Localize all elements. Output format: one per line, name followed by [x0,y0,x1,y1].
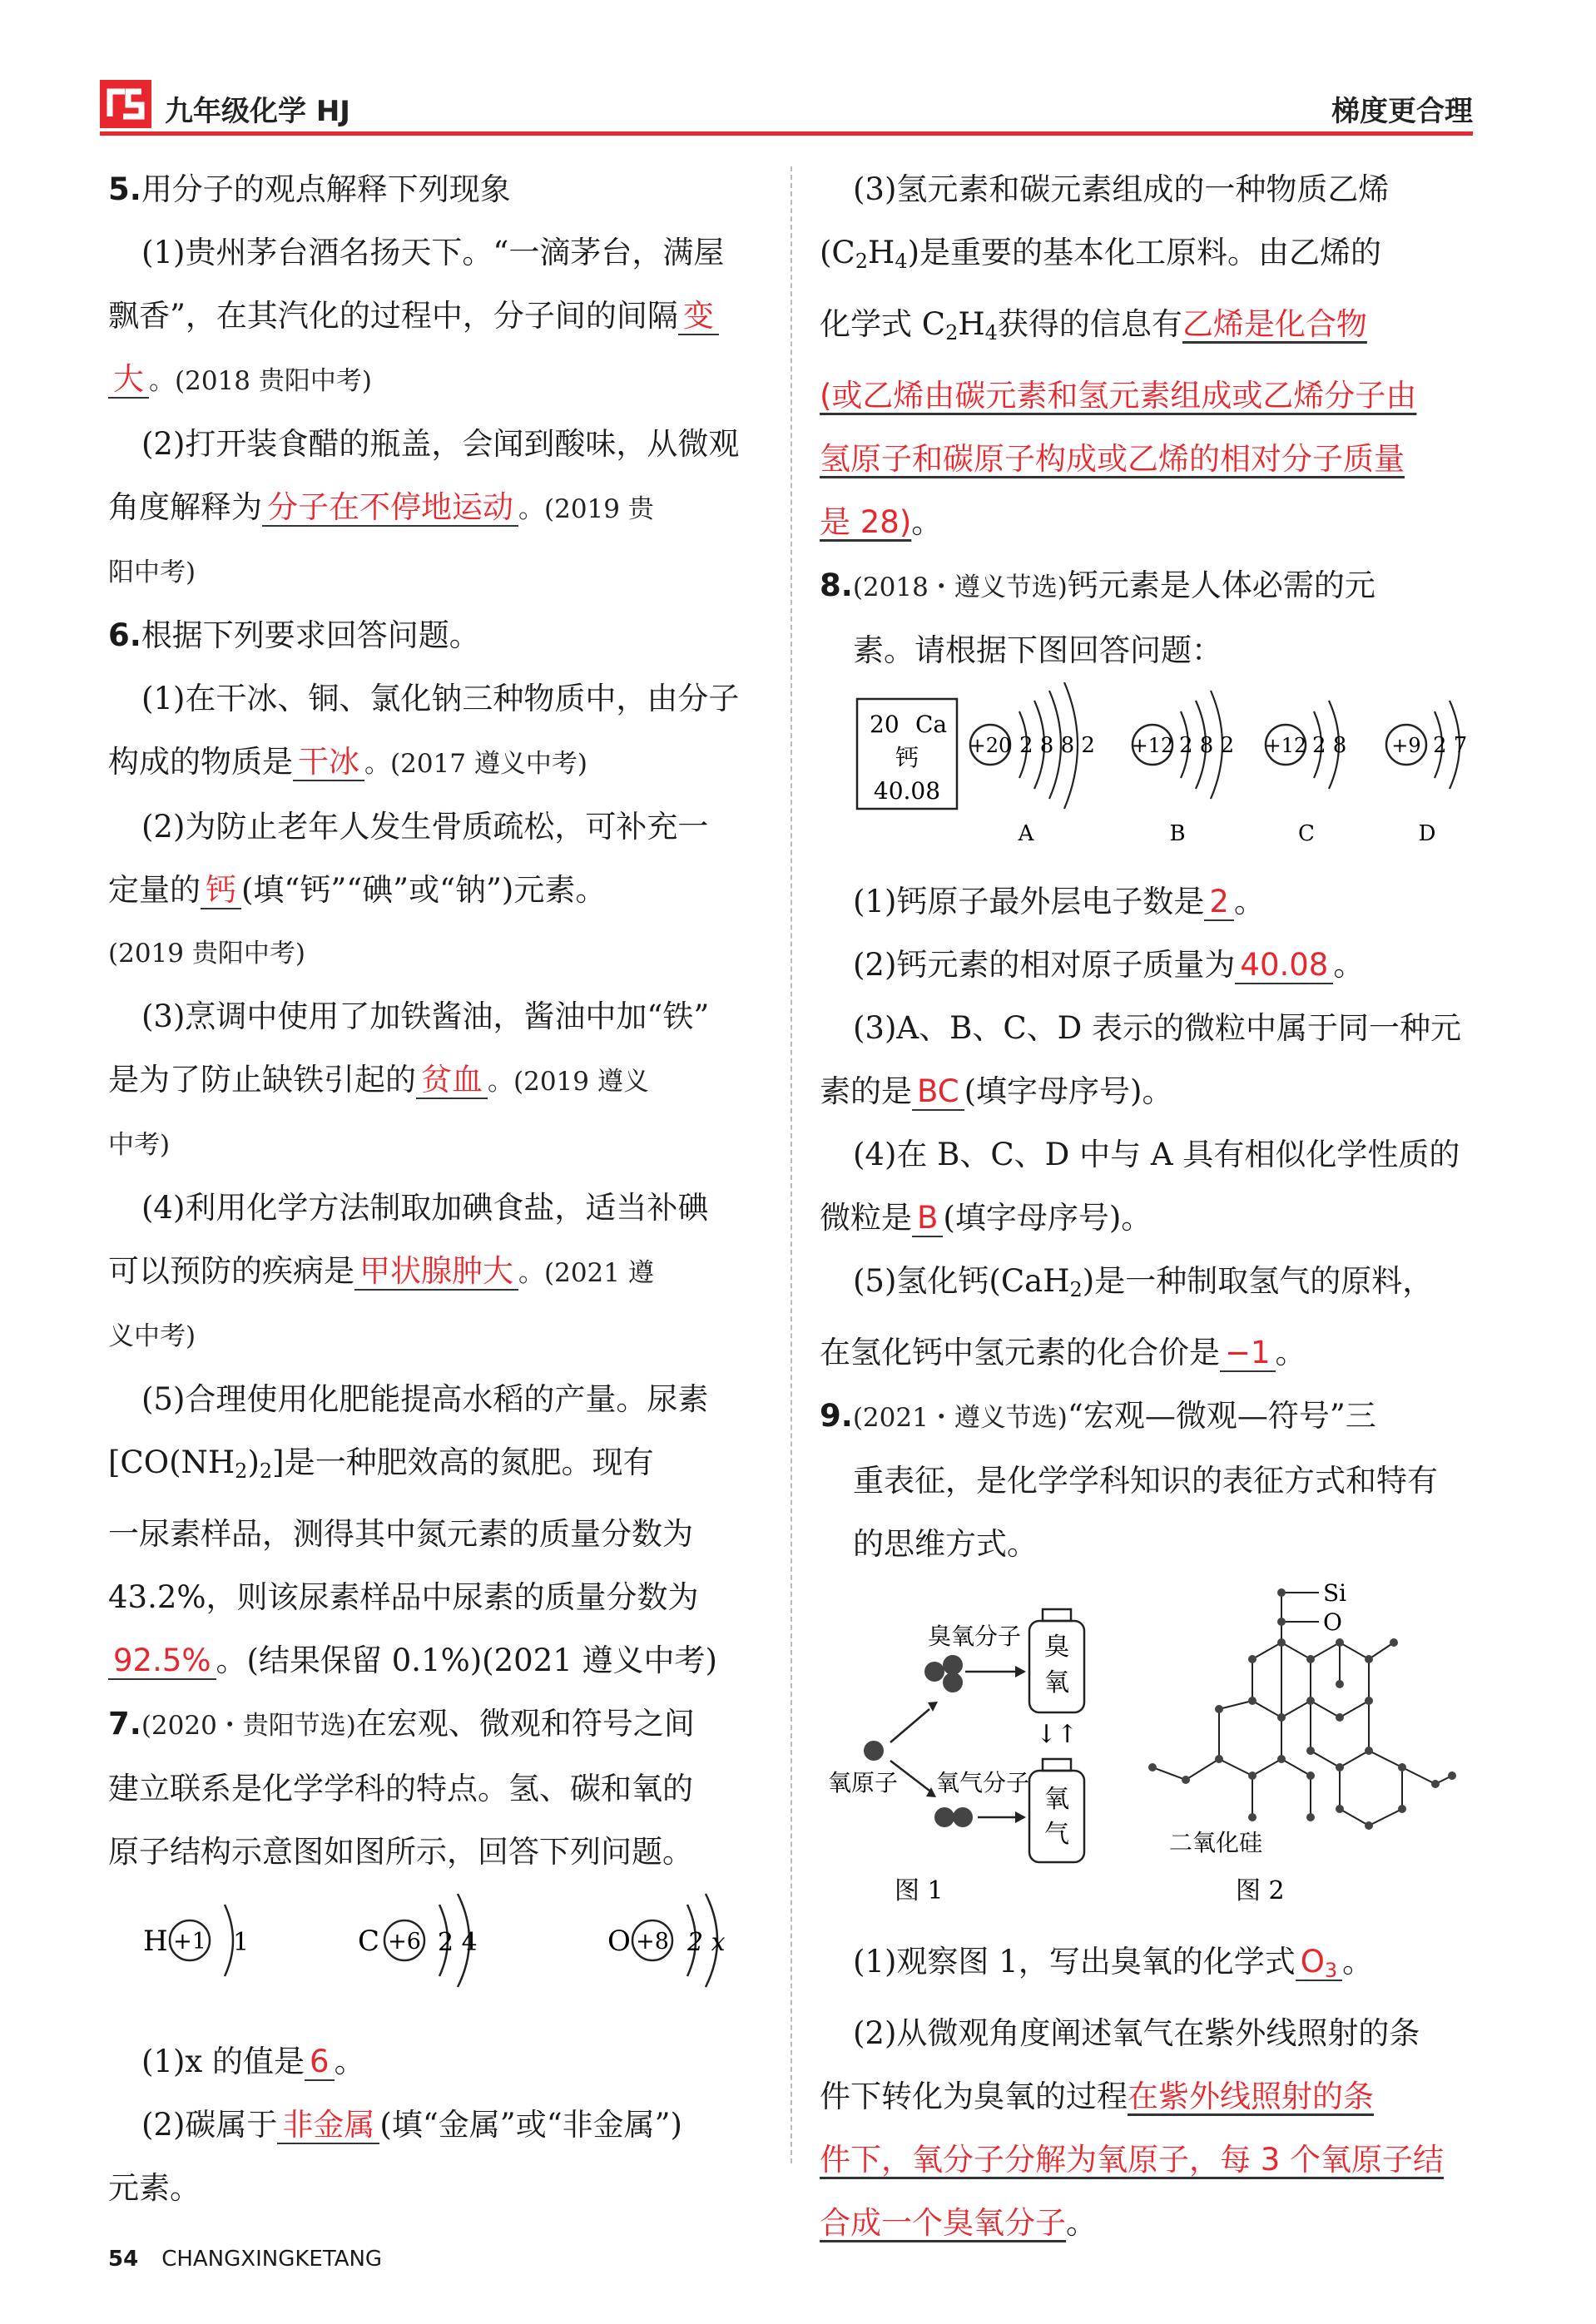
q7-part2-text: (2)碳属于 [141,2107,278,2143]
nucleus-label: +20 [969,734,1012,757]
q5-stem-text: 用分子的观点解释下列现象 [141,171,511,207]
nucleus-label: +6 [388,1929,421,1955]
ozone-molecule-icon [924,1655,963,1692]
q7-part3-line5 [820,428,1481,491]
q9-part2-line3 [820,2128,1481,2192]
q8-part3-line2 [820,1060,1481,1123]
q9-part1-text: (1)观察图 1，写出臭氧的化学式 [853,1944,1296,1980]
q8-part4-text: 微粒是 [820,1200,912,1236]
q8-part2-answer: 40.08 [1235,947,1333,984]
q6-part1-line2 [108,731,766,795]
q8-stem-line1 [820,554,1481,619]
q7-stem-line3: 原子结构示意图如图所示，回答下列问题。 [108,1834,693,1870]
q9-part2-line2 [820,2065,1481,2128]
column-divider [791,166,792,2163]
particle-c [1265,701,1347,846]
jar2-text-a: 氧 [1044,1785,1069,1814]
q6-part4-line1: (4)利用化学方法制取加碘食盐，适当补碘 [141,1190,709,1226]
electron-label: 2 x [687,1928,726,1957]
q6-stem [108,604,766,667]
calcium-diagram [820,682,1481,849]
q6-part4-line2 [108,1240,766,1305]
q5-part1-source: 。(2018 贵阳中考) [149,366,372,396]
element-symbol: Ca [915,711,948,738]
q6-stem-text: 根据下列要求回答问题。 [141,617,480,653]
q6-part4-source: 。(2021 遵 [518,1258,654,1288]
q6-part1-line1: (1)在干冰、铜、氯化钠三种物质中，由分子 [141,681,740,716]
silica-label: 二氧化硅 [1169,1829,1263,1856]
q6-part1-text: 构成的物质是 [108,744,293,780]
q9-part2-end: 。 [1066,2205,1097,2241]
q6-number: 6. [108,617,141,653]
atomic-mass: 40.08 [873,777,941,805]
reversible-arrow-icon: ↓↑ [1035,1720,1078,1749]
q8-part5-answer: −1 [1220,1335,1276,1372]
q9-part2-text: 件下转化为臭氧的过程 [820,2079,1128,2114]
slogan: 梯度更合理 [1331,95,1473,128]
particle-a [969,682,1095,846]
q6-part2-line1: (2)为防止老年人发生骨质疏松，可补充一 [141,809,709,845]
q6-part3-answer: 贫血 [416,1062,488,1099]
q9-part2-answer-3: 合成一个臭氧分子 [820,2205,1066,2241]
nucleus-label: +12 [1264,734,1307,757]
q6-part2-text: 定量的 [108,872,201,908]
q6-part5-line5 [108,1629,766,1692]
hydrogen-atom [143,1905,249,1976]
nucleus-label: +8 [636,1929,669,1955]
q6-part5-line3: 一尿素样品，测得其中氮元素的质量分数为 [108,1516,693,1552]
urea-formula-c: ]是一种肥效高的氮肥。现有 [272,1444,654,1480]
q7-part2-options: (填“金属”或“非金属”) [379,2107,682,2143]
q8-part1-answer: 2 [1204,884,1234,921]
q5-part2-text: 角度解释为 [108,489,262,525]
figure2-caption: 图 2 [1236,1876,1285,1905]
electron-label: 2 8 8 2 [1019,733,1095,758]
q8-part1-text: (1)钙原子最外层电子数是 [853,884,1205,919]
q6-part3-source-cont: 中考) [108,1130,171,1160]
q6-part3-text: 是为了防止缺铁引起的 [108,1062,416,1098]
q8-part2-end: 。 [1333,947,1365,983]
header-rule [100,131,1473,136]
q7-part3-line2 [820,221,1481,293]
ethylene-sub-b: 4 [895,250,908,273]
q5-stem [108,158,766,221]
jar1-text-b: 氧 [1044,1668,1069,1697]
ethylene-sub-a: 2 [855,250,869,273]
q7-part3-answer-1: 乙烯是化合物 [1182,306,1367,342]
q6-part5-line4: 43.2%，则该尿素样品中尿素的质量分数为 [108,1579,699,1615]
q5-part1-line1: (1)贵州茅台酒名扬天下。“一滴茅台，满屋 [141,235,725,270]
q9-part1-end: 。 [1342,1944,1374,1980]
q6-part3-source: 。(2019 遵义 [488,1067,649,1097]
particle-label: D [1418,821,1436,846]
nucleus-label: +9 [1391,734,1421,757]
q7-part1-end: 。 [334,2044,365,2079]
q7-part1-text: (1)x 的值是 [141,2044,305,2079]
q5-part1-line3 [108,348,766,413]
q9-part2-line4 [820,2192,1481,2255]
electron-label: 1 [233,1928,250,1957]
cah2-a: (5)氢化钙(CaH [853,1263,1070,1299]
q6-part4-text: 可以预防的疾病是 [108,1253,354,1289]
footer-brand: CHANGXINGKETANG [161,2247,383,2272]
q7-part1 [108,2030,766,2094]
q6-part5-line1: (5)合理使用化肥能提高水稻的产量。尿素 [141,1381,709,1417]
q6-part3-line1: (3)烹调中使用了加铁酱油，酱油中加“铁” [141,998,710,1034]
q6-part2-source: (2019 贵阳中考) [108,939,305,969]
electron-label: 2 4 [438,1928,478,1957]
q9-stem-text: “宏观—微观—符号”三 [1067,1398,1376,1434]
oxygen-molecule-icon [934,1807,973,1827]
figure1-caption: 图 1 [895,1876,944,1905]
q8-stem-text: 钙元素是人体必需的元 [1067,567,1375,603]
q8-part3-answer: BC [912,1073,964,1111]
q8-part4-hint: (填字母序号)。 [943,1200,1152,1236]
element-name: 钙 [895,744,919,771]
q9-stem-line1 [820,1385,1481,1449]
q7-number: 7. [108,1706,141,1742]
left-column [108,158,766,2220]
oxygen-atom-label: 氧原子 [828,1769,899,1796]
urea-formula-b: ) [247,1444,260,1480]
q6-part1-answer: 干冰 [293,744,364,781]
ozone-jar-icon [1029,1609,1084,1712]
particle-b [1132,691,1234,846]
q5-number: 5. [108,171,141,207]
urea-sub-a: 2 [235,1459,248,1483]
q6-part5-line2 [108,1431,766,1503]
figure-1 [828,1609,1084,1905]
q6-part4-source-cont: 义中考) [108,1321,196,1351]
ozone-molecule-label: 臭氧分子 [928,1623,1022,1650]
nucleus-label: +1 [173,1929,206,1955]
q8-source: (2018・遵义节选) [852,572,1068,602]
book-title: 九年级化学 HJ [165,95,350,128]
formula-sub-b: 4 [984,321,998,344]
atomic-number: 20 [870,711,900,738]
q8-part5-line2 [820,1321,1481,1385]
particle-label: A [1018,821,1034,846]
q8-part3-line1: (3)A、B、C、D 表示的微粒中属于同一种元 [853,1010,1462,1046]
particle-label: B [1169,821,1186,846]
q7-part3-line1: (3)氢元素和碳元素组成的一种物质乙烯 [853,171,1390,207]
q5-part1-line2 [108,285,766,348]
q8-part5-end: 。 [1275,1335,1306,1370]
q5-part2-source: 。(2019 贵 [518,494,654,524]
q7-part3-end: 。 [911,504,943,540]
q7-part3-answer-2: (或乙烯由碳元素和氢元素组成或乙烯分子由 [820,378,1417,414]
q7-part2-end: 元素。 [108,2170,201,2206]
q8-part3-text: 素的是 [820,1073,912,1109]
atom-structure-diagram [108,1884,766,2009]
q6-part4-answer: 甲状腺肿大 [354,1253,518,1291]
q8-part5-line1 [820,1250,1481,1321]
silicon-label: Si [1323,1579,1347,1607]
page-header [100,80,1473,131]
q7-source: (2020・贵阳节选) [141,1711,356,1741]
q8-part3-hint: (填字母序号)。 [964,1073,1173,1109]
q5-part1-text: 飘香”，在其汽化的过程中，分子间的间隔 [108,298,678,334]
q9-part1 [820,1930,1481,2002]
q5-part2-answer: 分子在不停地运动 [262,489,518,527]
particle-label: C [1298,821,1315,846]
q7-part1-answer: 6 [305,2044,335,2081]
q8-part4-line2 [820,1187,1481,1250]
electron-label: 2 7 [1433,733,1468,758]
q7-part3-line4 [820,364,1481,428]
ethylene-b: H [868,235,895,270]
oxygen-jar-icon [1029,1759,1084,1862]
jar2-text-b: 气 [1044,1820,1069,1849]
oxygen-molecule-label: 氧气分子 [936,1769,1030,1796]
ethylene-a: (C [820,235,855,270]
q8-number: 8. [820,567,853,603]
nucleus-label: +12 [1131,734,1174,757]
q7-part3-line3 [820,293,1481,364]
q9-part2-answer-1: 在紫外线照射的条 [1128,2079,1374,2114]
q8-part4-answer: B [912,1200,943,1237]
q5-part2-line1: (2)打开装食醋的瓶盖，会闻到酸味，从微观 [141,426,740,462]
q7-part2-answer: 非金属 [277,2107,379,2144]
urea-formula-a: [CO(NH [108,1444,235,1480]
element-cell [857,699,957,809]
q5-part2-line2 [108,476,766,541]
electron-label: 2 8 2 [1179,733,1235,758]
ozone-sub: 3 [1324,1959,1338,1982]
oxygen-label: O [1323,1608,1342,1636]
q8-part2-text: (2)钙元素的相对原子质量为 [853,947,1236,983]
electron-label: 2 8 [1312,733,1347,758]
q8-part1-end: 。 [1233,884,1265,919]
formula-c: 获得的信息有 [997,306,1182,342]
oxygen-atom-icon [864,1741,884,1761]
q7-part3-answer-3: 氢原子和碳原子构成或乙烯的相对分子质量 [820,441,1405,477]
q6-part1-source: 。(2017 遵义中考) [364,749,587,779]
q7-stem-text: 在宏观、微观和符号之间 [355,1706,695,1742]
formula-a: 化学式 C [820,306,946,342]
cah2-b: )是一种制取氢气的原料， [1082,1263,1434,1299]
q9-part2-line1: (2)从微观角度阐述氧气在紫外线照射的条 [853,2015,1420,2051]
q6-part2-line2 [108,859,766,922]
page-number: 54 [108,2247,139,2272]
q5-part2-source-cont: 阳中考) [108,557,196,587]
q6-part2-options: (填“钙”“碘”或“钠”)元素。 [241,872,607,908]
cah2-sub: 2 [1069,1278,1083,1301]
q9-number: 9. [820,1398,853,1434]
atom-symbol: C [358,1925,380,1958]
q6-part2-answer: 钙 [201,872,241,909]
q9-part2-answer-2: 件下，氧分子分解为氧原子，每 3 个氧原子结 [820,2142,1445,2178]
q7-stem-line2: 建立联系是化学学科的特点。氢、碳和氧的 [108,1771,693,1806]
q8-part4-line1: (4)在 B、C、D 中与 A 具有相似化学性质的 [853,1137,1460,1172]
figure-2-silica-network [1148,1588,1456,1830]
right-column [820,158,1481,2255]
q7-part3-answer-4: 是 28) [820,504,912,540]
atom-symbol: O [607,1925,631,1958]
q8-part2 [820,934,1481,997]
ethylene-c: )是重要的基本化工原料。由乙烯的 [907,235,1382,270]
page-footer [108,2247,382,2272]
jar1-text-a: 臭 [1044,1633,1069,1662]
q7-part3-line6 [820,491,1481,554]
q7-part2 [108,2094,766,2157]
formula-sub-a: 2 [945,321,959,344]
atom-symbol: H [143,1925,168,1958]
formula-b: H [958,306,985,342]
q8-part1 [820,870,1481,934]
q9-figures [820,1576,1481,1909]
q9-stem-line2: 重表征，是化学学科知识的表征方式和特有 [853,1463,1438,1499]
ozone-formula: O [1300,1944,1325,1980]
oxygen-atom [607,1894,726,1987]
q7-stem-line1 [108,1692,766,1757]
q9-stem-line3: 的思维方式。 [853,1526,1038,1562]
q9-part1-answer [1296,1944,1342,1981]
q6-part5-answer: 92.5% [108,1643,216,1680]
q6-part3-line2 [108,1048,766,1113]
publisher-logo-icon [100,80,151,128]
carbon-atom [358,1894,478,1987]
q8-stem-line2: 素。请根据下图回答问题： [853,632,1222,668]
particle-d [1386,701,1467,846]
q5-part1-answer-a: 变 [678,298,719,335]
q6-part5-source: 。(结果保留 0.1%)(2021 遵义中考) [216,1643,717,1678]
q9-source: (2021・遵义节选) [852,1403,1068,1433]
q8-part5-text: 在氢化钙中氢元素的化合价是 [820,1335,1220,1370]
urea-sub-b: 2 [259,1459,273,1483]
q5-part1-answer-b: 大 [108,361,149,399]
